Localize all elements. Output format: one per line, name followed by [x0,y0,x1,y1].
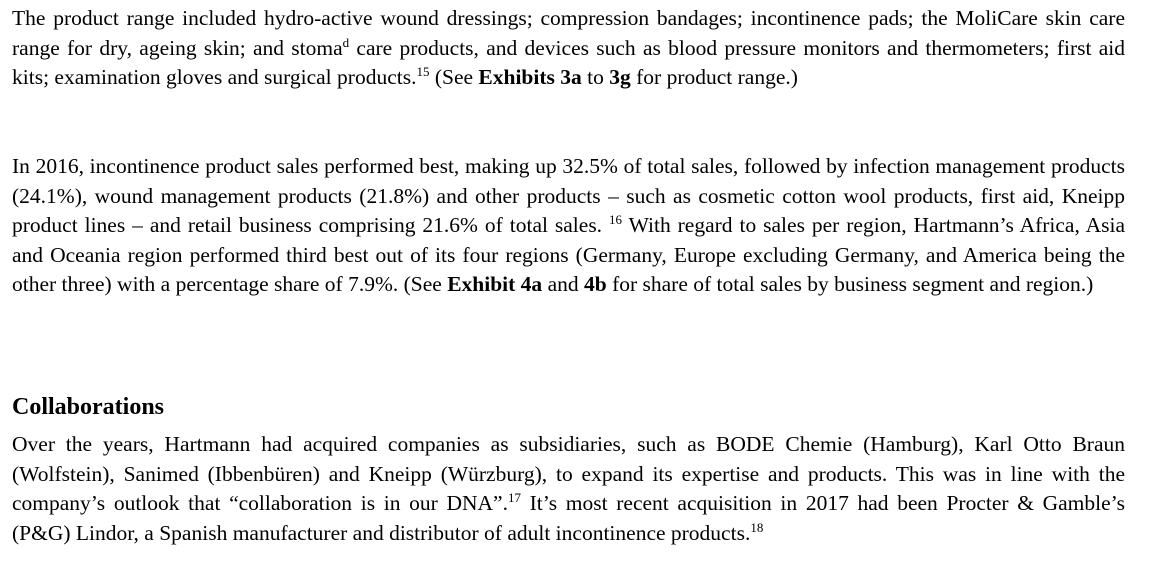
p1-text-3: (See [429,65,479,90]
footnote-15: 15 [416,64,430,80]
p1-text-1: The product range included hydro-active wound dressings; compression bandages; incontinence pads; the MoliCare skin care range for dry, ageing skin; and stoma [12,6,1125,60]
product-range-paragraph [12,4,1125,93]
exhibit-3a-ref: Exhibits 3a [478,65,582,90]
p1-text-5: for product range.) [630,65,798,90]
footnote-16: 16 [609,212,623,228]
p2-text-1: In 2016, incontinence product sales performed best, making up 32.5% of total sales, followed by infection management products (24.1%), wound management products (21.8%) and other products – such as cosmetic cotton wool products, first aid, Kneipp product lines – and retail business comprising 21.6% of total sales. [12,154,1125,238]
exhibit-4b-ref: 4b [583,272,607,297]
p3-text-1: Over the years, Hartmann had acquired companies as subsidiaries, such as BODE Chemie (Hamburg), Karl Otto Braun (Wolfstein), Sanimed (Ibbenbüren) and Kneipp (Würzburg), to expand its expertise and products. This was in line with the company’s outlook that “collaboration is in our DNA”. [12,432,1125,516]
p1-text-4: to [581,65,610,90]
exhibit-3g-ref: 3g [609,65,631,90]
collaborations-paragraph [12,430,1125,548]
p2-text-4: for share of total sales by business segment and region.) [606,272,1094,297]
p1-text-2: care products, and devices such as blood pressure monitors and thermometers; first aid kits; examination gloves and surgical products. [12,35,1125,90]
sales-paragraph [12,152,1125,300]
footnote-17: 17 [507,490,521,506]
exhibit-4a-ref: Exhibit 4a [447,272,543,297]
footnote-18: 18 [750,519,764,535]
footnote-d: d [342,34,350,50]
collaborations-heading: Collaborations [12,394,165,420]
p3-text-2: It’s most recent acquisition in 2017 had been Procter & Gamble’s (P&G) Lindor, a Spanish manufacturer and distributor of adult incontinence products. [12,491,1125,545]
p2-text-2: With regard to sales per region, Hartmann’s Africa, Asia and Oceania region performed third best out of its four regions (Germany, Europe excluding Germany, and America being the other three) with a percentage share of 7.9%. (See [12,213,1126,297]
p2-text-3: and [542,272,584,297]
